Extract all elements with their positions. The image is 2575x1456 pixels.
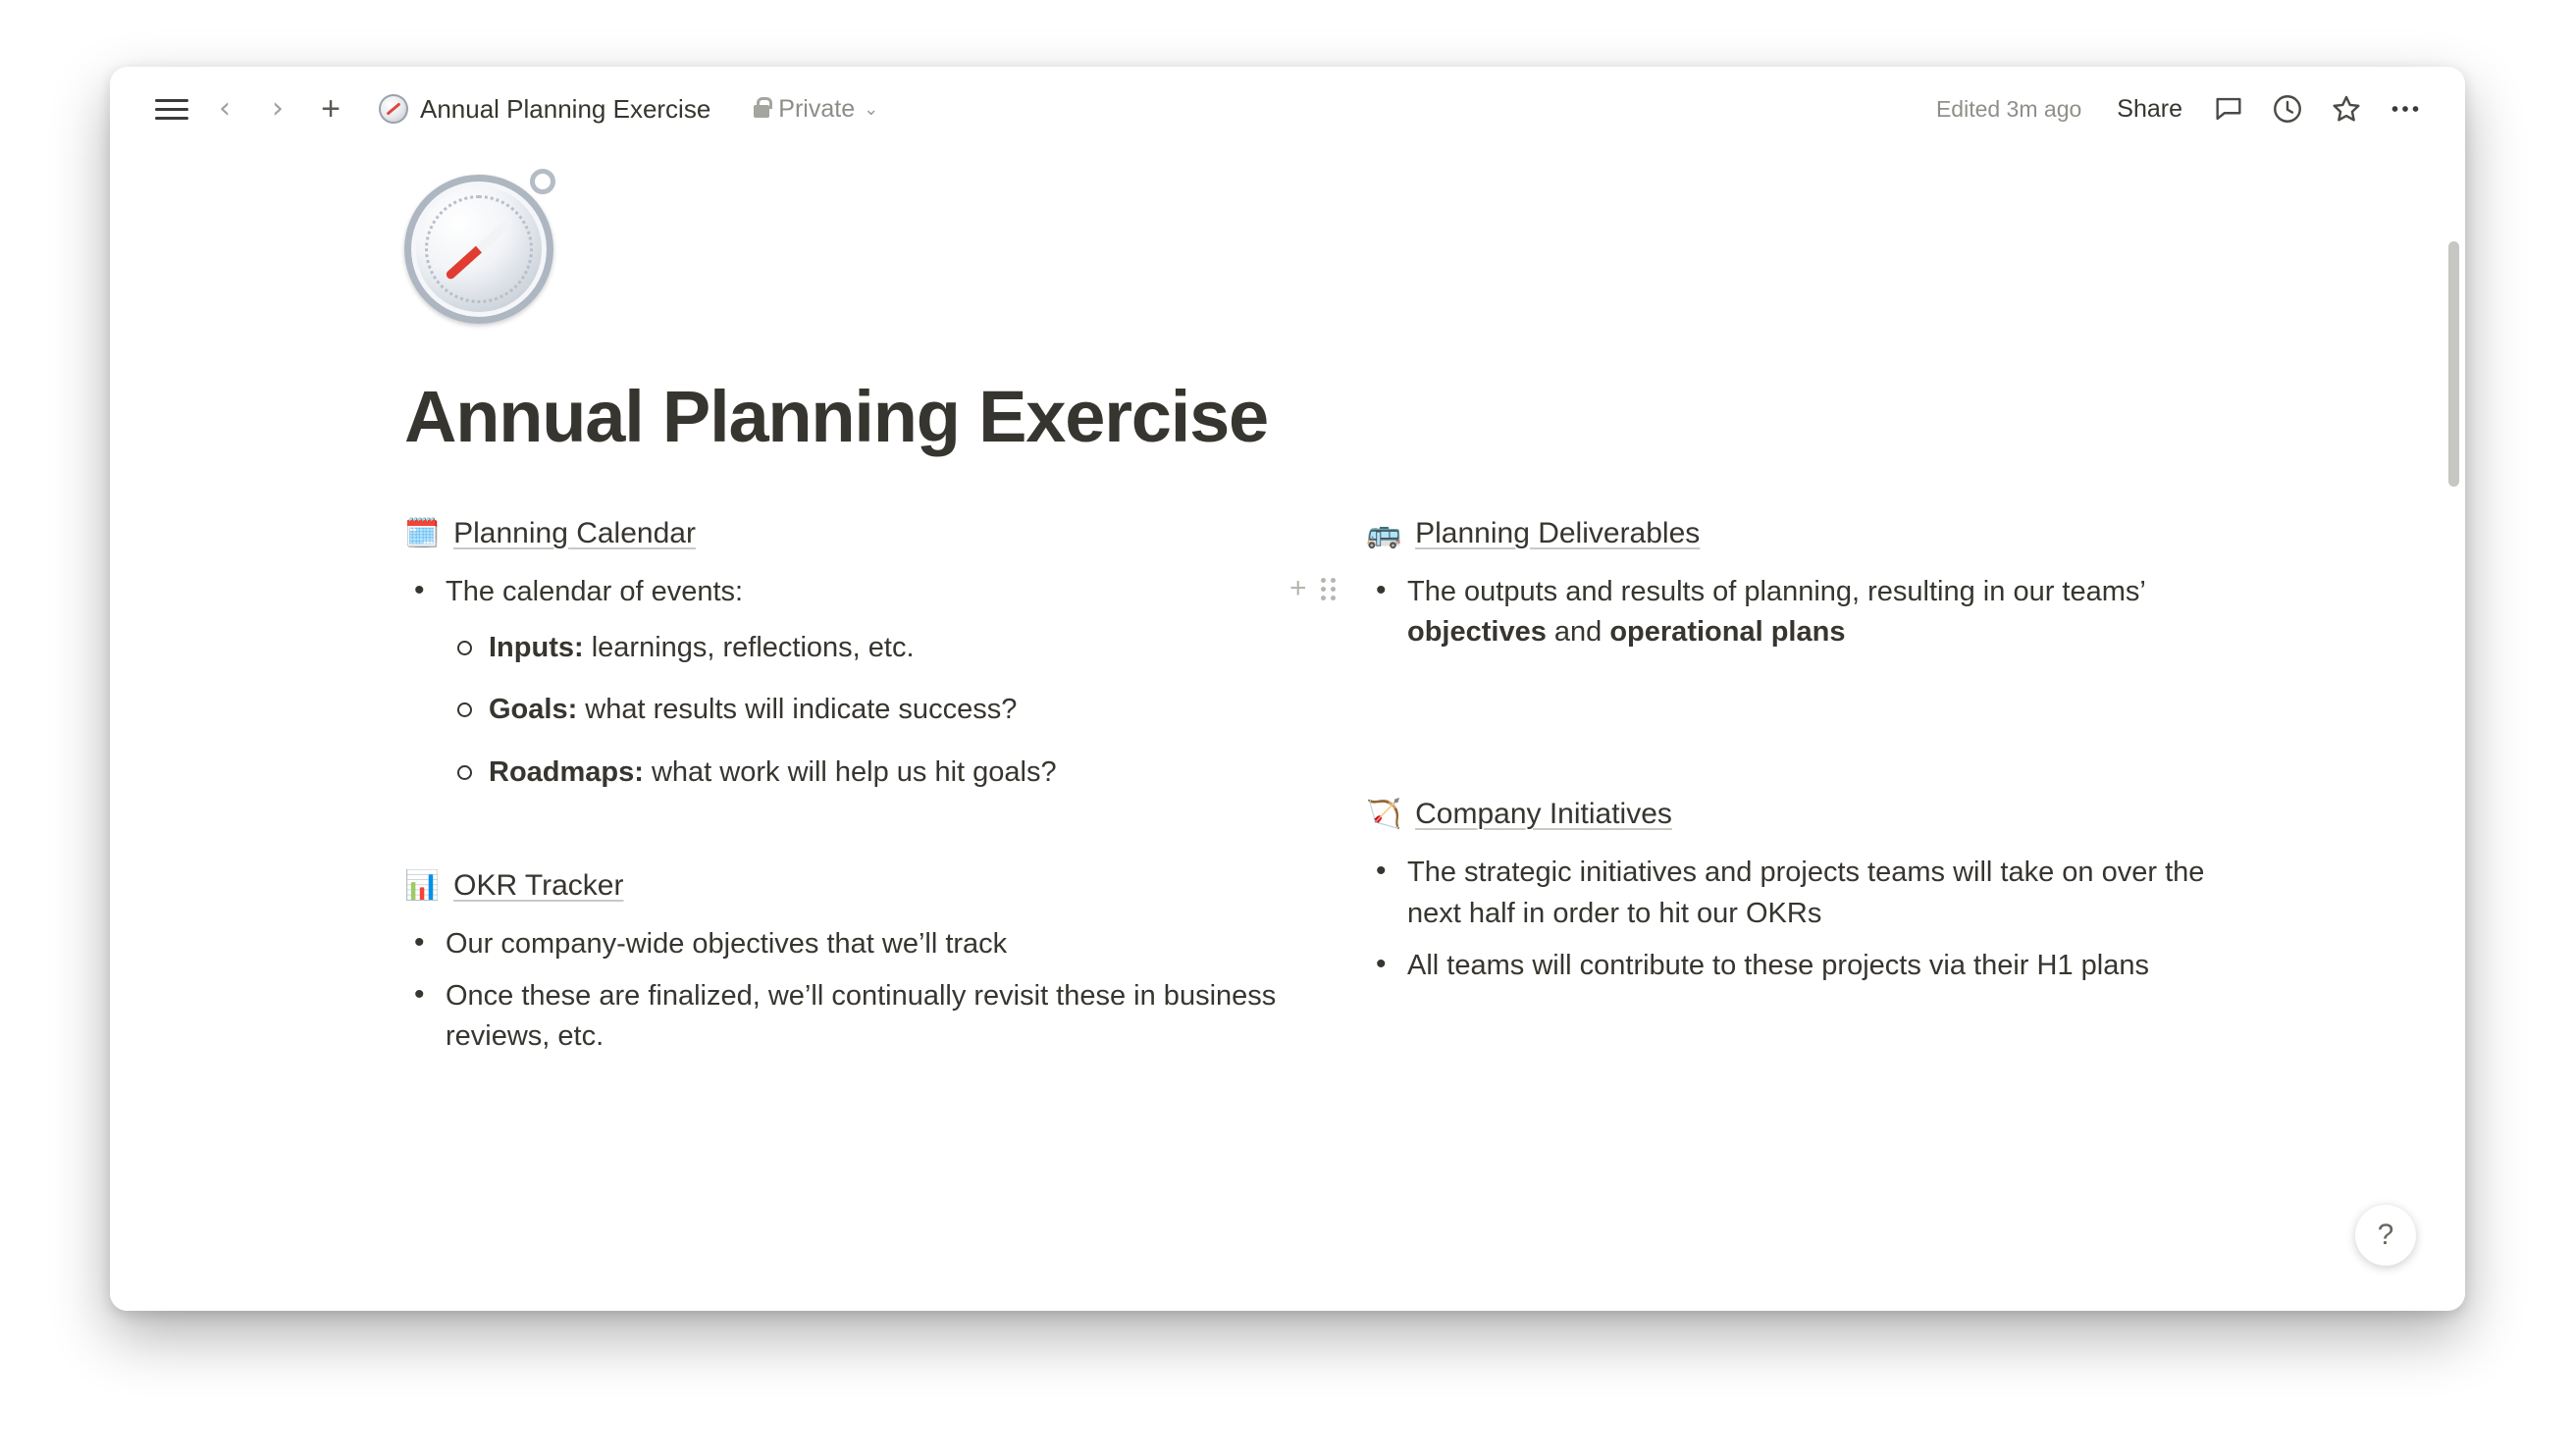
bus-emoji: 🚌 [1366,516,1402,549]
section-okr-tracker [404,869,1297,1058]
planning-calendar-link[interactable]: Planning Calendar [453,517,696,549]
history-button[interactable] [2261,82,2314,135]
chevron-left-icon: ‹ [219,91,231,126]
list-item-text: The calendar of events: [446,576,744,607]
list-item-text: what work will help us hit goals? [643,755,1057,788]
compass-emoji [379,94,408,124]
edited-status: Edited 3m ago [1935,95,2082,122]
vertical-scrollbar[interactable] [2448,241,2459,487]
planning-calendar-sublist [446,628,1297,793]
list-item[interactable] [1366,946,2259,986]
right-column [1289,516,2328,1133]
list-item-text: Our company-wide objectives that we’ll track [446,927,1008,960]
list-item-text: All teams will contribute to these projects via their H1 plans [1407,949,2149,981]
list-item[interactable] [446,628,1297,668]
new-page-button[interactable] [304,82,357,135]
back-button[interactable] [198,82,251,135]
bar-chart-emoji: 📊 [404,867,441,902]
hamburger-icon [155,99,188,120]
list-item-bold-operational-plans: operational plans [1609,616,1846,649]
plus-icon: + [321,90,341,128]
top-bar [110,67,2465,151]
share-button[interactable]: Share [2117,94,2182,123]
list-item[interactable] [1366,853,2259,933]
list-item-text: The strategic initiatives and projects teams will take on over the next half in order to hit our OKRs [1407,857,2205,929]
two-column-layout [404,517,2328,1133]
section-company-initiatives [1366,798,2259,986]
breadcrumb-title: Annual Planning Exercise [420,93,711,124]
list-item-label: Roadmaps: [489,755,644,788]
privacy-label: Private [778,94,856,123]
page-icon[interactable] [404,175,553,324]
list-item[interactable] [446,753,1297,793]
privacy-selector[interactable] [744,89,888,130]
planning-calendar-list [404,572,1297,793]
list-item-label: Inputs: [489,632,584,664]
list-item[interactable] [1289,572,2259,652]
left-column [404,517,1366,1133]
clock-icon [2271,92,2304,126]
comment-icon [2212,92,2245,126]
list-item-label: Goals: [489,694,578,726]
list-item-text: Once these are finalized, we’ll continually revisit these in business reviews, etc. [446,979,1277,1053]
okr-tracker-list [404,924,1297,1058]
planning-deliverables-link[interactable]: Planning Deliverables [1415,517,1701,549]
planning-deliverables-list [1289,572,2259,652]
more-options-button[interactable] [2379,82,2432,135]
compass-needle [445,218,513,281]
section-heading [1366,798,2259,831]
ellipsis-icon [2388,91,2423,127]
section-heading [404,517,1297,550]
favorite-button[interactable] [2320,82,2373,135]
list-item-text: learnings, reflections, etc. [583,632,915,664]
breadcrumb[interactable] [367,88,722,130]
top-bar-left [145,82,888,135]
list-item[interactable] [404,924,1297,964]
page-body[interactable] [110,151,2465,1311]
help-label: ? [2377,1219,2394,1251]
calendar-emoji: 🗓️ [404,516,441,549]
list-item[interactable] [404,572,1297,793]
add-block-button[interactable]: • + [1289,572,1307,604]
list-item-text: The outputs and results of planning, resulting in our teams’ [1407,576,2145,607]
chevron-right-icon: › [272,91,284,126]
company-initiatives-link[interactable]: Company Initiatives [1415,798,1672,831]
help-button[interactable] [2355,1205,2416,1266]
comments-button[interactable] [2202,82,2255,135]
section-planning-deliverables [1289,516,2259,652]
list-item-text-mid: and [1546,616,1610,649]
page-content [110,151,2465,1133]
compass-ring [530,169,555,194]
chevron-down-icon: ⌄ [864,98,879,119]
list-item[interactable] [446,690,1297,730]
section-heading [404,869,1297,903]
list-item[interactable] [404,976,1297,1057]
star-icon [2330,92,2363,126]
top-bar-right [1936,82,2432,135]
list-item-text: what results will indicate success? [577,694,1018,726]
bow-and-arrow-emoji: 🏹 [1366,797,1402,831]
company-initiatives-list [1366,853,2259,986]
okr-tracker-link[interactable]: OKR Tracker [453,868,624,902]
compass-emoji [404,175,553,324]
section-planning-calendar [404,517,1297,793]
lock-icon [754,105,769,118]
list-item-bold-objectives: objectives [1407,616,1547,649]
forward-button[interactable] [251,82,304,135]
sidebar-toggle-button[interactable] [145,82,198,135]
block-handles [1289,574,1337,603]
page-title[interactable]: Annual Planning Exercise [404,376,1269,457]
section-heading [1366,517,2259,550]
app-window [110,67,2465,1311]
drag-handle[interactable] [1321,578,1337,600]
